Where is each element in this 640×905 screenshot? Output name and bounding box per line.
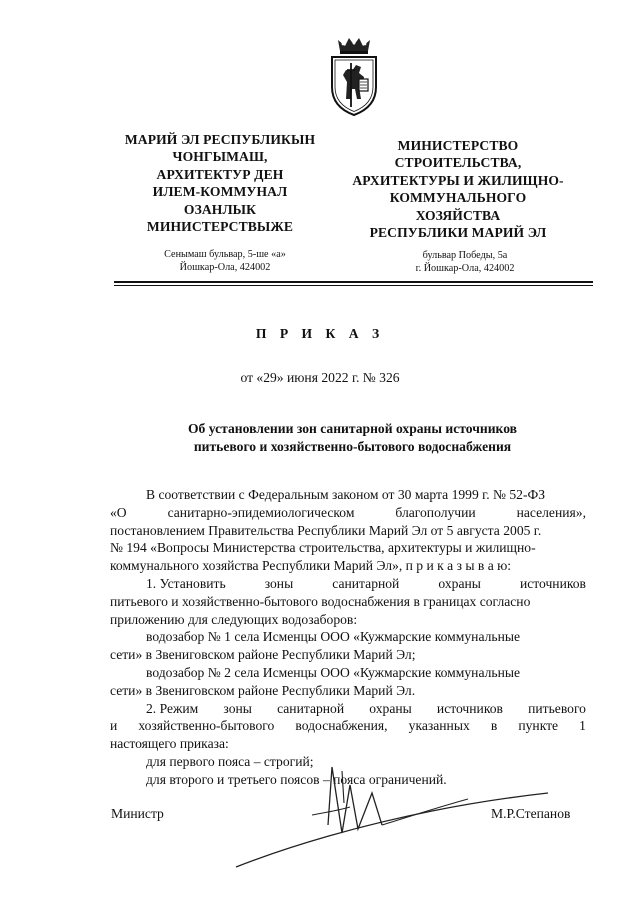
- body-line: приложению для следующих водозаборов:: [110, 611, 358, 627]
- header-right-line: АРХИТЕКТУРЫ И ЖИЛИЩНО-: [352, 172, 564, 188]
- word: источников: [436, 700, 503, 716]
- word: и: [110, 718, 118, 734]
- intake-2-line: сети» в Звениговском районе Республики Марий Эл.: [110, 682, 416, 698]
- word: питьевого: [528, 700, 586, 716]
- word: пункте: [518, 718, 559, 734]
- word: в: [490, 718, 498, 734]
- word: источников: [519, 575, 586, 591]
- word: санитарной: [332, 575, 400, 591]
- word: зоны: [223, 700, 252, 716]
- body-line-justified: [110, 504, 586, 522]
- header-right-line: РЕСПУБЛИКИ МАРИЙ ЭЛ: [369, 225, 547, 241]
- header-divider-thick: [114, 281, 593, 283]
- word: охраны: [438, 575, 481, 591]
- body-line: постановлением Правительства Республики Марий Эл от 5 августа 2005 г.: [110, 522, 542, 538]
- word: 2. Режим: [146, 700, 199, 716]
- header-left-line: ИЛЕМ-КОММУНАЛ: [152, 184, 288, 200]
- intake-1-line: сети» в Звениговском районе Республики Марий Эл;: [110, 647, 416, 663]
- word: хозяйственно-бытового: [138, 718, 275, 734]
- intake-1-line: водозабор № 1 села Исменцы ООО «Кужмарские коммунальные: [146, 629, 521, 645]
- signatory-position: Министр: [111, 806, 164, 821]
- header-divider-thin: [114, 285, 593, 286]
- header-left-line: ОЗАНЛЫК: [183, 201, 257, 217]
- body-line: В соответствии с Федеральным законом от 30 марта 1999 г. № 52-ФЗ: [146, 487, 546, 502]
- order-subject: [120, 420, 585, 456]
- word: санитарно-эпидемиологическом: [167, 504, 355, 520]
- order-title: П Р И К А З: [255, 326, 385, 341]
- word: санитарной: [277, 700, 345, 716]
- order-subject-line: Об установлении зон санитарной охраны источников: [187, 421, 517, 436]
- address-line: бульвар Победы, 5а: [422, 250, 508, 261]
- header-right-line: СТРОИТЕЛЬСТВА,: [394, 155, 522, 171]
- word: зоны: [264, 575, 294, 591]
- body-line: питьевого и хозяйственно-бытового водоснабжения в границах согласно: [110, 593, 531, 609]
- header-right-line: МИНИСТЕРСТВО: [397, 138, 519, 153]
- zone-1-regime: для первого пояса – строгий;: [146, 753, 314, 769]
- address-left: [130, 249, 320, 274]
- header-left-line: МАРИЙ ЭЛ РЕСПУБЛИКЫН: [124, 132, 316, 147]
- order-date: от «29» июня 2022 г. № 326: [240, 370, 400, 385]
- header-right-org: [338, 137, 578, 241]
- signatory-name: М.Р.Степанов: [491, 806, 571, 821]
- zone-2-3-regime: для второго и третьего поясов – пояса ограничений.: [146, 771, 447, 787]
- order-subject-line: питьевого и хозяйственно-бытового водоснабжения: [193, 439, 512, 454]
- body-line: коммунального хозяйства Республики Марий Эл», п р и к а з ы в а ю:: [110, 558, 512, 574]
- word: водоснабжения,: [295, 718, 388, 734]
- word: 1. Установить: [146, 575, 226, 591]
- header-left-org: [100, 131, 340, 235]
- body-line: № 194 «Вопросы Министерства строительства, архитектуры и жилищно-: [110, 540, 536, 556]
- header-left-line: АРХИТЕКТУР ДЕН: [156, 166, 284, 182]
- item-2-line-justified: [110, 700, 586, 718]
- body-line: настоящего приказа:: [110, 736, 229, 752]
- word: «О: [110, 504, 127, 520]
- address-line: г. Йошкар-Ола, 424002: [415, 262, 515, 274]
- header-right-line: КОММУНАЛЬНОГО: [389, 190, 527, 206]
- intake-2-line: водозабор № 2 села Исменцы ООО «Кужмарские коммунальные: [146, 664, 521, 680]
- word: населения»,: [516, 504, 586, 520]
- item-1-line-justified: [110, 575, 586, 593]
- address-line: Сенымаш бульвар, 5-ше «а»: [164, 249, 286, 260]
- address-line: Йошкар-Ола, 424002: [179, 261, 271, 273]
- address-right: [385, 250, 545, 275]
- handwritten-signature: [232, 763, 552, 885]
- body-line-justified: [110, 717, 586, 735]
- header-left-line: МИНИСТЕРСТВЫЖЕ: [146, 219, 294, 235]
- header-right-line: ХОЗЯЙСТВА: [415, 207, 501, 223]
- word: охраны: [369, 700, 412, 716]
- order-body: [110, 486, 586, 789]
- word: благополучии: [395, 504, 476, 520]
- header-left-line: ЧОНГЫМАШ,: [172, 149, 268, 165]
- word: 1: [579, 718, 586, 734]
- word: указанных: [408, 718, 470, 734]
- coat-of-arms-icon: [328, 37, 380, 117]
